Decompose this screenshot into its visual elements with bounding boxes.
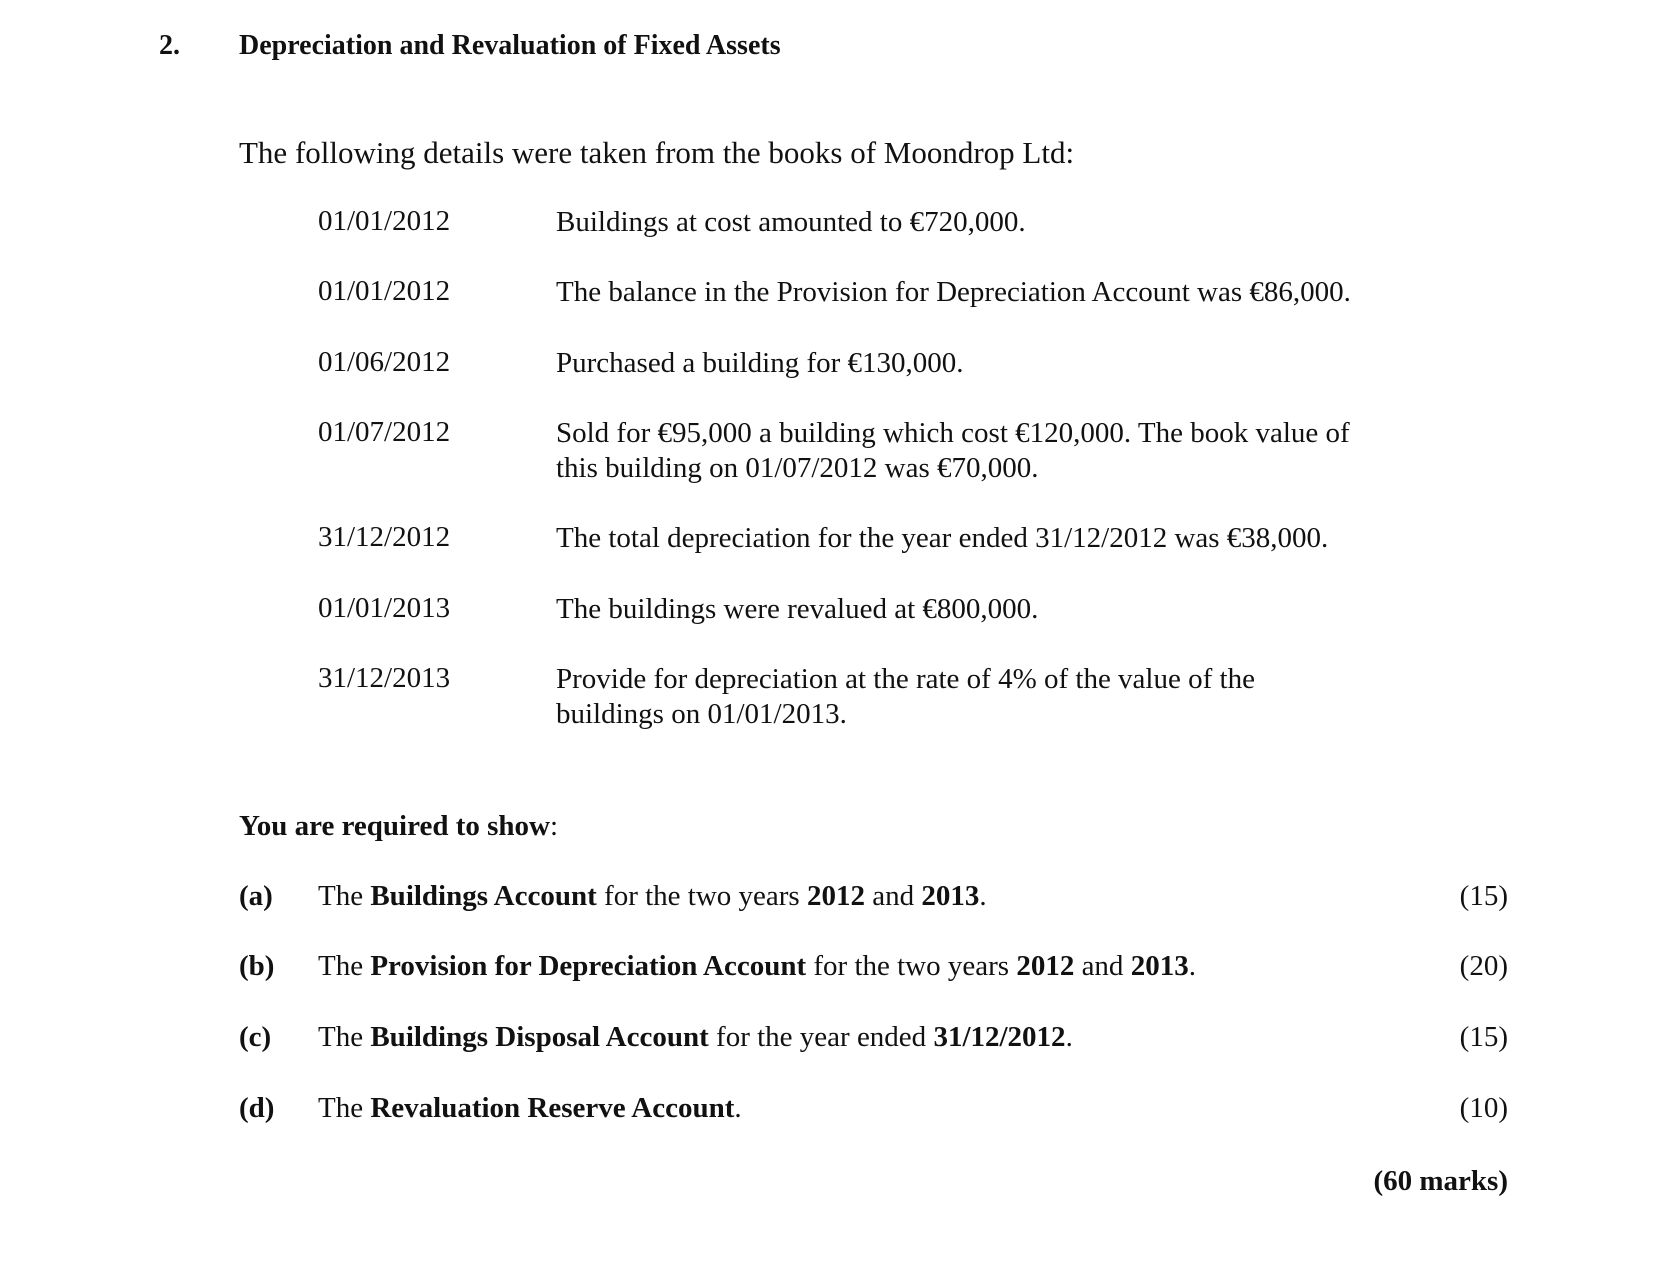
- entry-date: 01/06/2012: [318, 346, 451, 378]
- part-text: The Revaluation Reserve Account.: [318, 1092, 742, 1124]
- entry-description: Buildings at cost amounted to €720,000.: [556, 206, 1026, 238]
- part-text: The Provision for Depreciation Account for the two years 2012 and 2013.: [318, 950, 1196, 982]
- part-marks: (15): [1459, 1021, 1508, 1053]
- entry-date: 31/12/2012: [318, 521, 451, 553]
- part-text: The Buildings Account for the two years 2012 and 2013.: [318, 880, 987, 912]
- total-marks: (60 marks): [1373, 1165, 1508, 1197]
- question-number: 2.: [159, 30, 180, 61]
- entry-date: 01/07/2012: [318, 416, 451, 448]
- part-marks: (15): [1459, 880, 1508, 912]
- entry-date: 01/01/2012: [318, 205, 451, 237]
- intro-text: The following details were taken from the books of Moondrop Ltd:: [239, 135, 1075, 170]
- part-letter: (a): [239, 880, 273, 912]
- part-letter: (c): [239, 1021, 272, 1053]
- part-marks: (20): [1459, 950, 1508, 982]
- entry-description: The balance in the Provision for Depreciation Account was €86,000.: [556, 276, 1351, 308]
- entry-description: Provide for depreciation at the rate of 4% of the value of the buildings on 01/01/2013.: [556, 663, 1255, 730]
- entry-description: The total depreciation for the year ended 31/12/2012 was €38,000.: [556, 522, 1329, 554]
- entry-date: 31/12/2013: [318, 662, 451, 694]
- part-letter: (b): [239, 950, 275, 982]
- question-title: Depreciation and Revaluation of Fixed Assets: [239, 30, 781, 61]
- entry-description: Sold for €95,000 a building which cost €120,000. The book value of this building on 01/07/2012 was €70,000.: [556, 417, 1350, 484]
- part-text: The Buildings Disposal Account for the year ended 31/12/2012.: [318, 1021, 1073, 1053]
- required-heading: You are required to show:: [239, 810, 559, 842]
- entry-date: 01/01/2012: [318, 275, 451, 307]
- part-marks: (10): [1459, 1092, 1508, 1124]
- entry-description: The buildings were revalued at €800,000.: [556, 593, 1039, 625]
- entry-description: Purchased a building for €130,000.: [556, 347, 964, 379]
- entry-date: 01/01/2013: [318, 592, 451, 624]
- part-letter: (d): [239, 1092, 275, 1124]
